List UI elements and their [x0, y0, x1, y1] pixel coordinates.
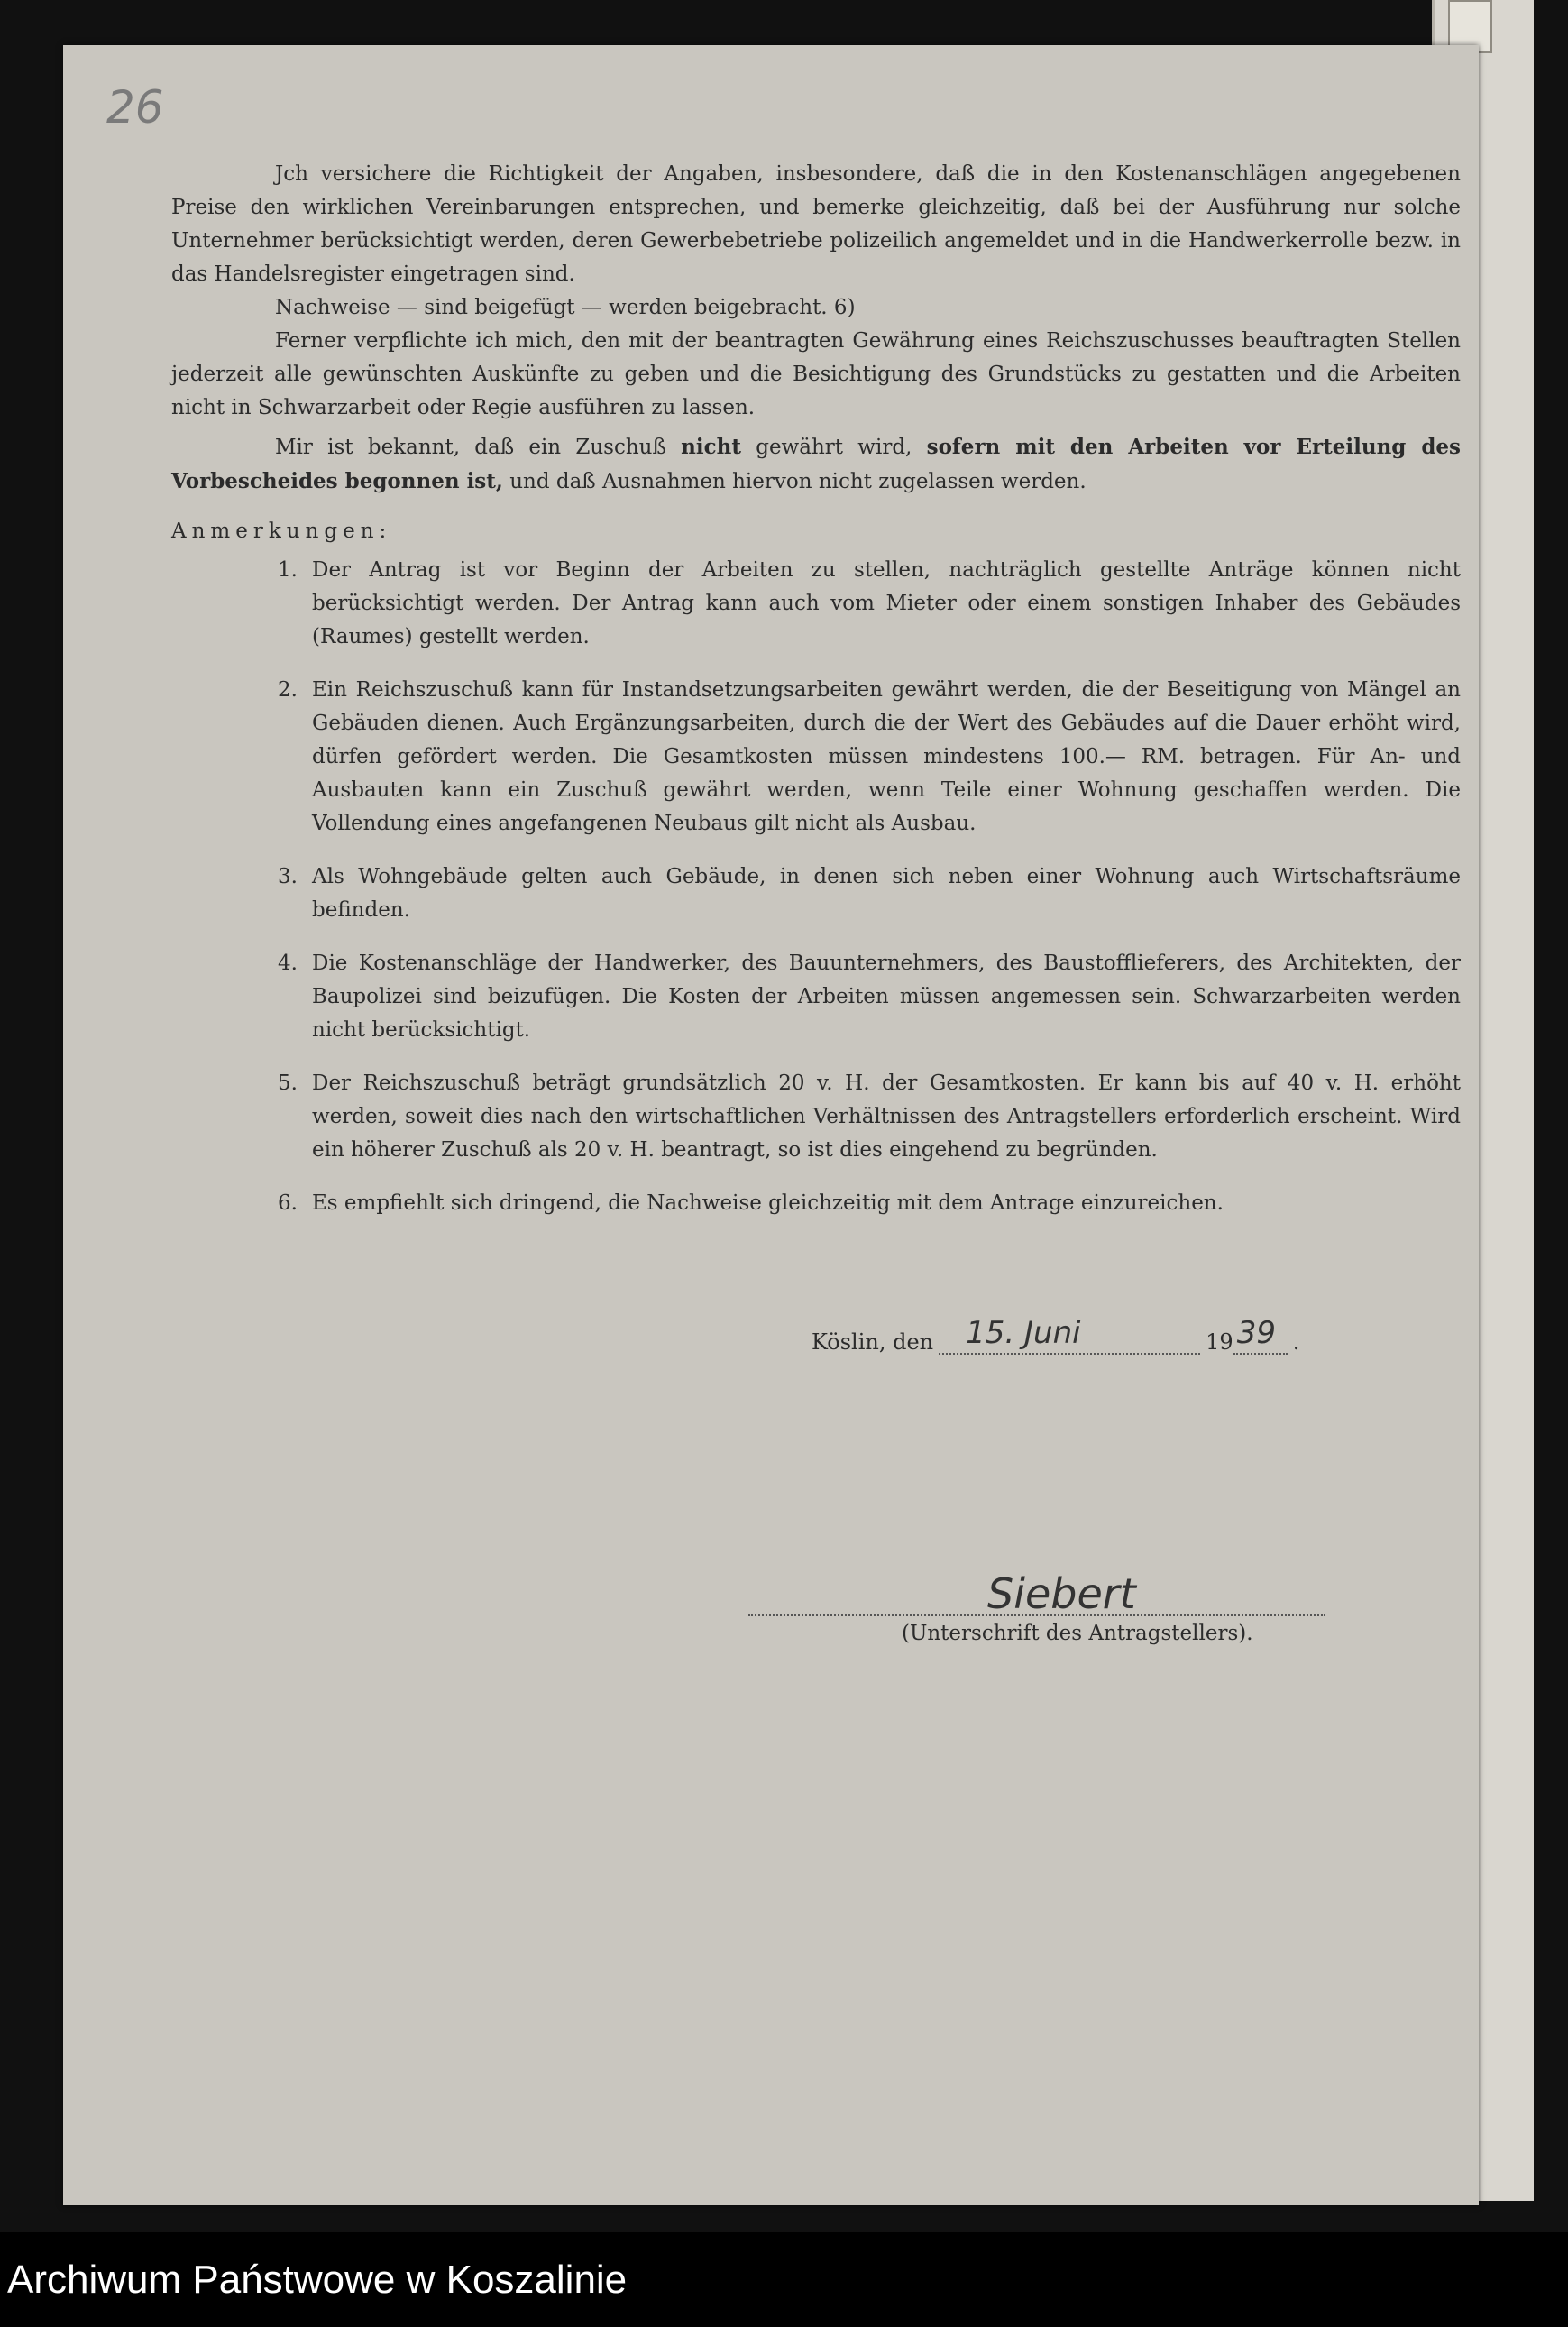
- year-prefix: 19: [1206, 1329, 1233, 1355]
- notes-heading: Anmerkungen:: [171, 520, 392, 543]
- note-text: Die Kostenanschläge der Handwerker, des Bauunternehmers, des Baustofflieferers, des Architekten, der Baupolizei sind beizufügen. Die Kosten der Arbeiten müssen angemessen sein. Schwarzarbeiten werden nicht berücksichtigt.: [312, 952, 1461, 1042]
- p4-part-c: und daß Ausnahmen hiervon nicht zugelassen werden.: [502, 470, 1087, 493]
- note-item: [171, 860, 1461, 927]
- declaration-block: [171, 158, 1461, 1240]
- note-text: Der Reichszuschuß beträgt grundsätzlich 20 v. H. der Gesamtkosten. Er kann bis auf 40 v. H. erhöht werden, soweit dies nach den wirtschaftlichen Verhältnissen des Antragstellers erforderlich erscheint. Wird ein höherer Zuschuß als 20 v. H. beantragt, so ist dies eingehend zu begründen.: [312, 1072, 1461, 1162]
- page-number: 26: [106, 81, 164, 133]
- signature-caption: (Unterschrift des Antragstellers).: [902, 1622, 1253, 1645]
- note-item: [171, 947, 1461, 1047]
- date-place: Köslin, den: [812, 1329, 934, 1355]
- note-text: Ein Reichszuschuß kann für Instandsetzungsarbeiten gewährt werden, die der Beseitigung von Mängel an Gebäuden dienen. Auch Ergänzungsarbeiten, durch die der Wert des Gebäudes auf die Dauer erhöht wird, dürfen gefördert werden. Die Gesamtkosten müssen mindestens 100.— RM. betragen. Für An- und Ausbauten kann ein Zuschuß gewährt werden, wenn Teile einer Wohnung geschaffen werden. Die Vollendung eines angefangenen Neubaus gilt nicht als Ausbau.: [312, 678, 1461, 835]
- p4-bold-nicht: nicht: [681, 435, 741, 459]
- archive-name: Archiwum Państwowe w Koszalinie: [7, 2257, 628, 2302]
- declaration-paragraph-3: Ferner verpflichte ich mich, den mit der beantragten Gewährung eines Reichszuschusses beauftragten Stellen jederzeit alle gewünschten Auskünfte zu geben und die Besichtigung des Grundstücks zu gestatten und die Arbeiten nicht in Schwarzarbeit oder Regie ausführen zu lassen.: [171, 329, 1461, 419]
- signature-handwritten: Siebert: [987, 1569, 1136, 1618]
- note-number: 1.: [278, 558, 298, 582]
- notes-list: [171, 554, 1461, 1220]
- date-field: [939, 1315, 1200, 1355]
- year-handwritten: 39: [1236, 1315, 1276, 1351]
- date-end: .: [1292, 1329, 1300, 1355]
- declaration-paragraph-4: [171, 430, 1461, 499]
- signature-line: [748, 1614, 1325, 1616]
- note-item: [171, 674, 1461, 841]
- p4-part-b: gewährt wird,: [740, 436, 927, 459]
- declaration-paragraph-2: Nachweise — sind beigefügt — werden beigebracht. 6): [275, 296, 856, 319]
- note-number: 2.: [278, 678, 298, 702]
- note-number: 5.: [278, 1072, 298, 1095]
- note-item: [171, 554, 1461, 654]
- p4-bold-condition: sofern mit den Arbeiten vor Erteilung des Vorbescheides begonnen ist,: [171, 435, 1461, 493]
- date-handwritten: 15. Juni: [966, 1315, 1081, 1351]
- note-text: Es empfiehlt sich dringend, die Nachweise gleichzeitig mit dem Antrage einzureichen.: [312, 1191, 1224, 1215]
- note-item: [171, 1067, 1461, 1167]
- signature-area: [748, 1560, 1325, 1669]
- p4-part-a: Mir ist bekannt, daß ein Zuschuß: [275, 436, 682, 459]
- archive-footer: [0, 2232, 1568, 2327]
- note-item: [171, 1187, 1461, 1220]
- document-page: [63, 45, 1479, 2205]
- note-number: 4.: [278, 952, 298, 975]
- note-number: 3.: [278, 865, 298, 888]
- note-number: 6.: [278, 1191, 298, 1215]
- date-line: [812, 1315, 1443, 1355]
- note-text: Der Antrag ist vor Beginn der Arbeiten zu stellen, nachträglich gestellte Anträge können nicht berücksichtigt werden. Der Antrag kann auch vom Mieter oder einem sonstigen Inhaber des Gebäudes (Raumes) gestellt werden.: [312, 558, 1461, 648]
- year-field: [1233, 1315, 1288, 1355]
- declaration-paragraph-1: Jch versichere die Richtigkeit der Angaben, insbesondere, daß die in den Kostenanschlägen angegebenen Preise den wirklichen Vereinbarungen entsprechen, und bemerke gleichzeitig, daß bei der Ausführung nur solche Unternehmer berücksichtigt werden, deren Gewerbebetriebe polizeilich angemeldet und in die Handwerkerrolle bezw. in das Handelsregister eingetragen sind.: [171, 162, 1461, 286]
- note-text: Als Wohngebäude gelten auch Gebäude, in denen sich neben einer Wohnung auch Wirtschaftsräume befinden.: [312, 865, 1461, 922]
